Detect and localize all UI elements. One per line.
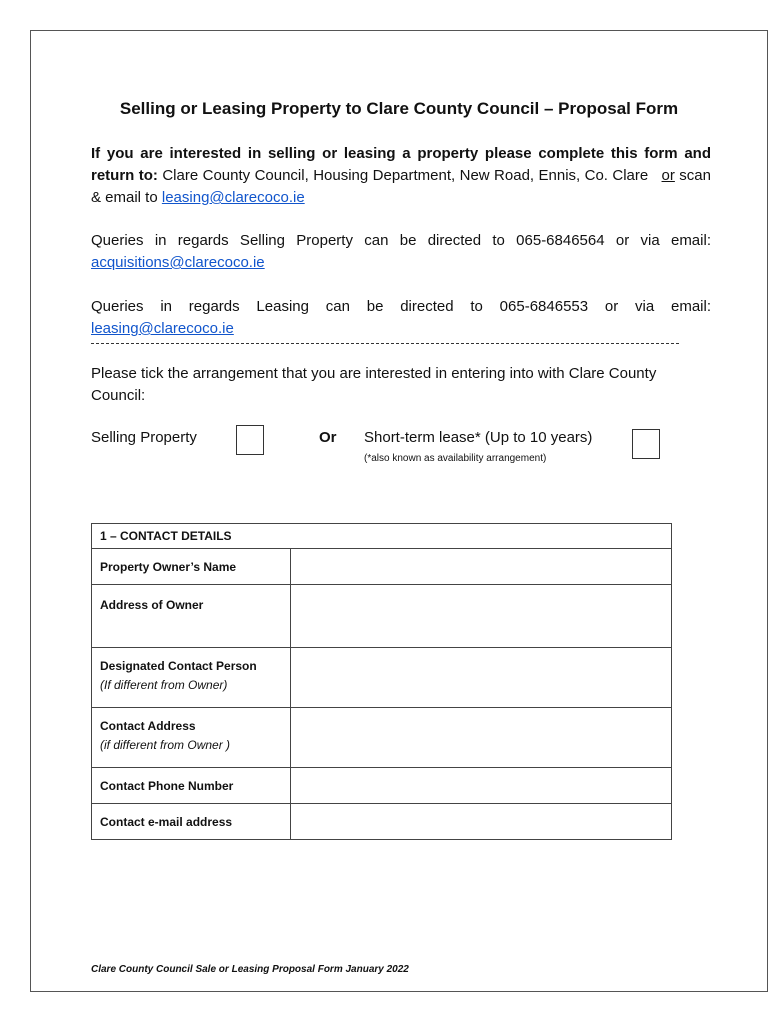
page-title: Selling or Leasing Property to Clare County Council – Proposal Form xyxy=(119,99,679,118)
owner-address-label: Address of Owner xyxy=(100,598,204,612)
table-row xyxy=(92,804,672,840)
intro-scan: scan & email to xyxy=(91,167,711,206)
contact-email-field[interactable] xyxy=(291,804,671,839)
queries-selling-paragraph xyxy=(91,230,711,274)
intro-or: or xyxy=(661,167,675,184)
short-term-lease-label: Short-term lease* (Up to 10 years) xyxy=(364,429,593,446)
leasing-query-email-link[interactable]: leasing@clarecoco.ie xyxy=(91,320,234,337)
queries-selling-text: Queries in regards Selling Property can be directed to 065-6846564 or via email: xyxy=(91,232,711,249)
table-row xyxy=(92,549,672,585)
or-label: Or xyxy=(319,429,337,446)
tick-instruction: Please tick the arrangement that you are interested in entering into with Clare County Council: xyxy=(91,365,657,404)
queries-leasing-text: Queries in regards Leasing can be directed to 065-6846553 or via email: xyxy=(91,298,711,315)
contact-phone-field[interactable] xyxy=(291,768,671,803)
intro-bold: If you are interested in selling or leasing a property please complete this form and return to: xyxy=(91,145,711,184)
table-row xyxy=(92,585,672,648)
form-page xyxy=(30,30,768,992)
table-row xyxy=(92,708,672,768)
selling-property-label: Selling Property xyxy=(91,429,197,446)
selling-property-checkbox[interactable] xyxy=(236,425,264,455)
table-row xyxy=(92,768,672,804)
acquisitions-email-link[interactable]: acquisitions@clarecoco.ie xyxy=(91,254,265,271)
contact-person-sublabel: (If different from Owner) xyxy=(100,678,228,692)
intro-paragraph xyxy=(91,143,711,209)
queries-leasing-paragraph xyxy=(91,296,711,340)
contact-email-label: Contact e-mail address xyxy=(100,815,233,829)
contact-address-label: Contact Address xyxy=(100,719,196,733)
page-footer: Clare County Council Sale or Leasing Proposal Form January 2022 xyxy=(91,964,409,975)
owner-name-field[interactable] xyxy=(291,549,671,584)
contact-details-table xyxy=(91,523,672,840)
contact-section-title: 1 – CONTACT DETAILS xyxy=(92,524,672,549)
contact-person-label: Designated Contact Person xyxy=(100,659,257,673)
lease-note: (*also known as availability arrangement) xyxy=(364,453,547,464)
contact-address-field[interactable] xyxy=(291,708,671,767)
contact-person-field[interactable] xyxy=(291,648,671,707)
owner-name-label: Property Owner’s Name xyxy=(100,560,237,574)
table-row xyxy=(92,648,672,708)
dashed-divider xyxy=(91,343,679,344)
intro-address: Clare County Council, Housing Department, New Road, Ennis, Co. Clare xyxy=(157,167,653,184)
leasing-email-link[interactable]: leasing@clarecoco.ie xyxy=(161,189,305,206)
owner-address-field[interactable] xyxy=(291,585,671,647)
contact-address-sublabel: (if different from Owner ) xyxy=(100,738,231,752)
short-term-lease-checkbox[interactable] xyxy=(632,429,660,459)
contact-phone-label: Contact Phone Number xyxy=(100,779,234,793)
